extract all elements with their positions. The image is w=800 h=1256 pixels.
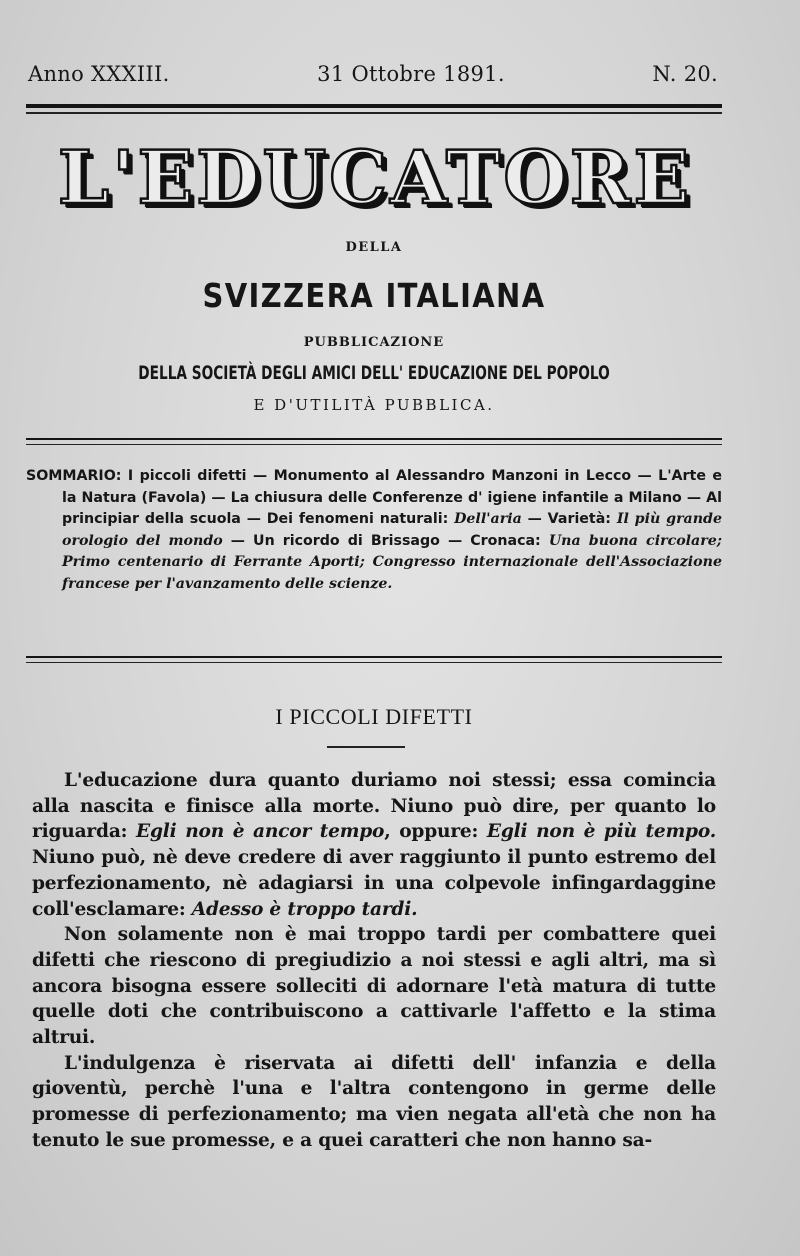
para1-italic-1: Egli non è ancor tempo (136, 821, 385, 843)
article-title-rule (327, 746, 405, 748)
society-utility: E D'UTILITÀ PUBBLICA. (253, 396, 495, 414)
summary-italic-2: Il più grande orologio del mondo (62, 511, 722, 549)
masthead-rule-top (26, 104, 722, 108)
article-title: I PICCOLI DIFETTI (275, 704, 473, 729)
masthead-rule-bottom (26, 112, 722, 114)
article-paragraph-1 (32, 768, 716, 922)
issue-year: Anno XXXIII. (28, 62, 170, 86)
article-body (32, 768, 716, 1154)
summary-text-3: — Un ricordo di Brissago — Cronaca: (222, 532, 549, 549)
society-name: DELLA SOCIETÀ DEGLI AMICI DELL' EDUCAZIONE DEL POPOLO (138, 362, 610, 384)
para1-text-b: , oppure: (384, 821, 487, 843)
para1-italic-2: Egli non è più tempo. (486, 821, 716, 843)
journal-della: DELLA (345, 240, 403, 255)
summary-rule-bottom-2 (26, 662, 722, 663)
summary (26, 466, 722, 596)
journal-title: L'EDUCATORE (57, 135, 693, 221)
article-paragraph-2: Non solamente non è mai troppo tardi per combattere quei difetti che riescono di pregiudizio a noi stessi e agli altri, ma sì ancora bisogna essere solleciti di adornare l'età matura di tutte quelle doti che contribuiscono a cattivarle l'affetto e la stima altrui. (32, 924, 716, 1049)
article-paragraph-3: L'indulgenza è riservata ai difetti dell' infanzia e della gioventù, perchè l'una e l'altra contengono in germe delle promesse di perfezionamento; ma vien negata all'età che non ha tenuto le sue promesse, e a quei caratteri che non hanno sa- (32, 1052, 716, 1151)
summary-label: SOMMARIO: (26, 468, 122, 484)
journal-subtitle: SVIZZERA ITALIANA (202, 276, 546, 315)
masthead (28, 62, 718, 86)
para1-text-a: L'educazione dura quanto duriamo noi stessi; essa comincia alla nascita e finisce alla morte. Niuno può dire, per quanto lo riguarda: (32, 770, 716, 843)
summary-italic-3: Una buona circolare; Primo centenario di Ferrante Aporti; Congresso internazionale dell'Associazione francese per l'avanzamento delle scienze. (62, 532, 722, 592)
summary-rule-bottom-1 (26, 656, 722, 658)
para1-italic-3: Adesso è troppo tardi. (191, 898, 418, 920)
issue-number: N. 20. (652, 62, 718, 86)
summary-text-2: — Varietà: (521, 511, 617, 528)
summary-rule-top-2 (26, 444, 722, 445)
summary-rule-top-1 (26, 438, 722, 440)
summary-italic-1: Dell'aria (454, 511, 522, 528)
summary-text-1: I piccoli difetti — Monumento al Alessandro Manzoni in Lecco — L'Arte e la Natura (Favola) — La chiusura delle Conferenze d' igiene infantile a Milano — Al principiar della scuola — Dei fenomeni naturali: (62, 468, 722, 528)
issue-date: 31 Ottobre 1891. (317, 62, 505, 86)
pubblicazione-label: PUBBLICAZIONE (303, 335, 445, 350)
para1-text-c: Niuno può, nè deve credere di aver raggiunto il punto estremo del perfezionamento, nè adagiarsi in una colpevole infingardaggine coll'esclamare: (32, 847, 716, 920)
